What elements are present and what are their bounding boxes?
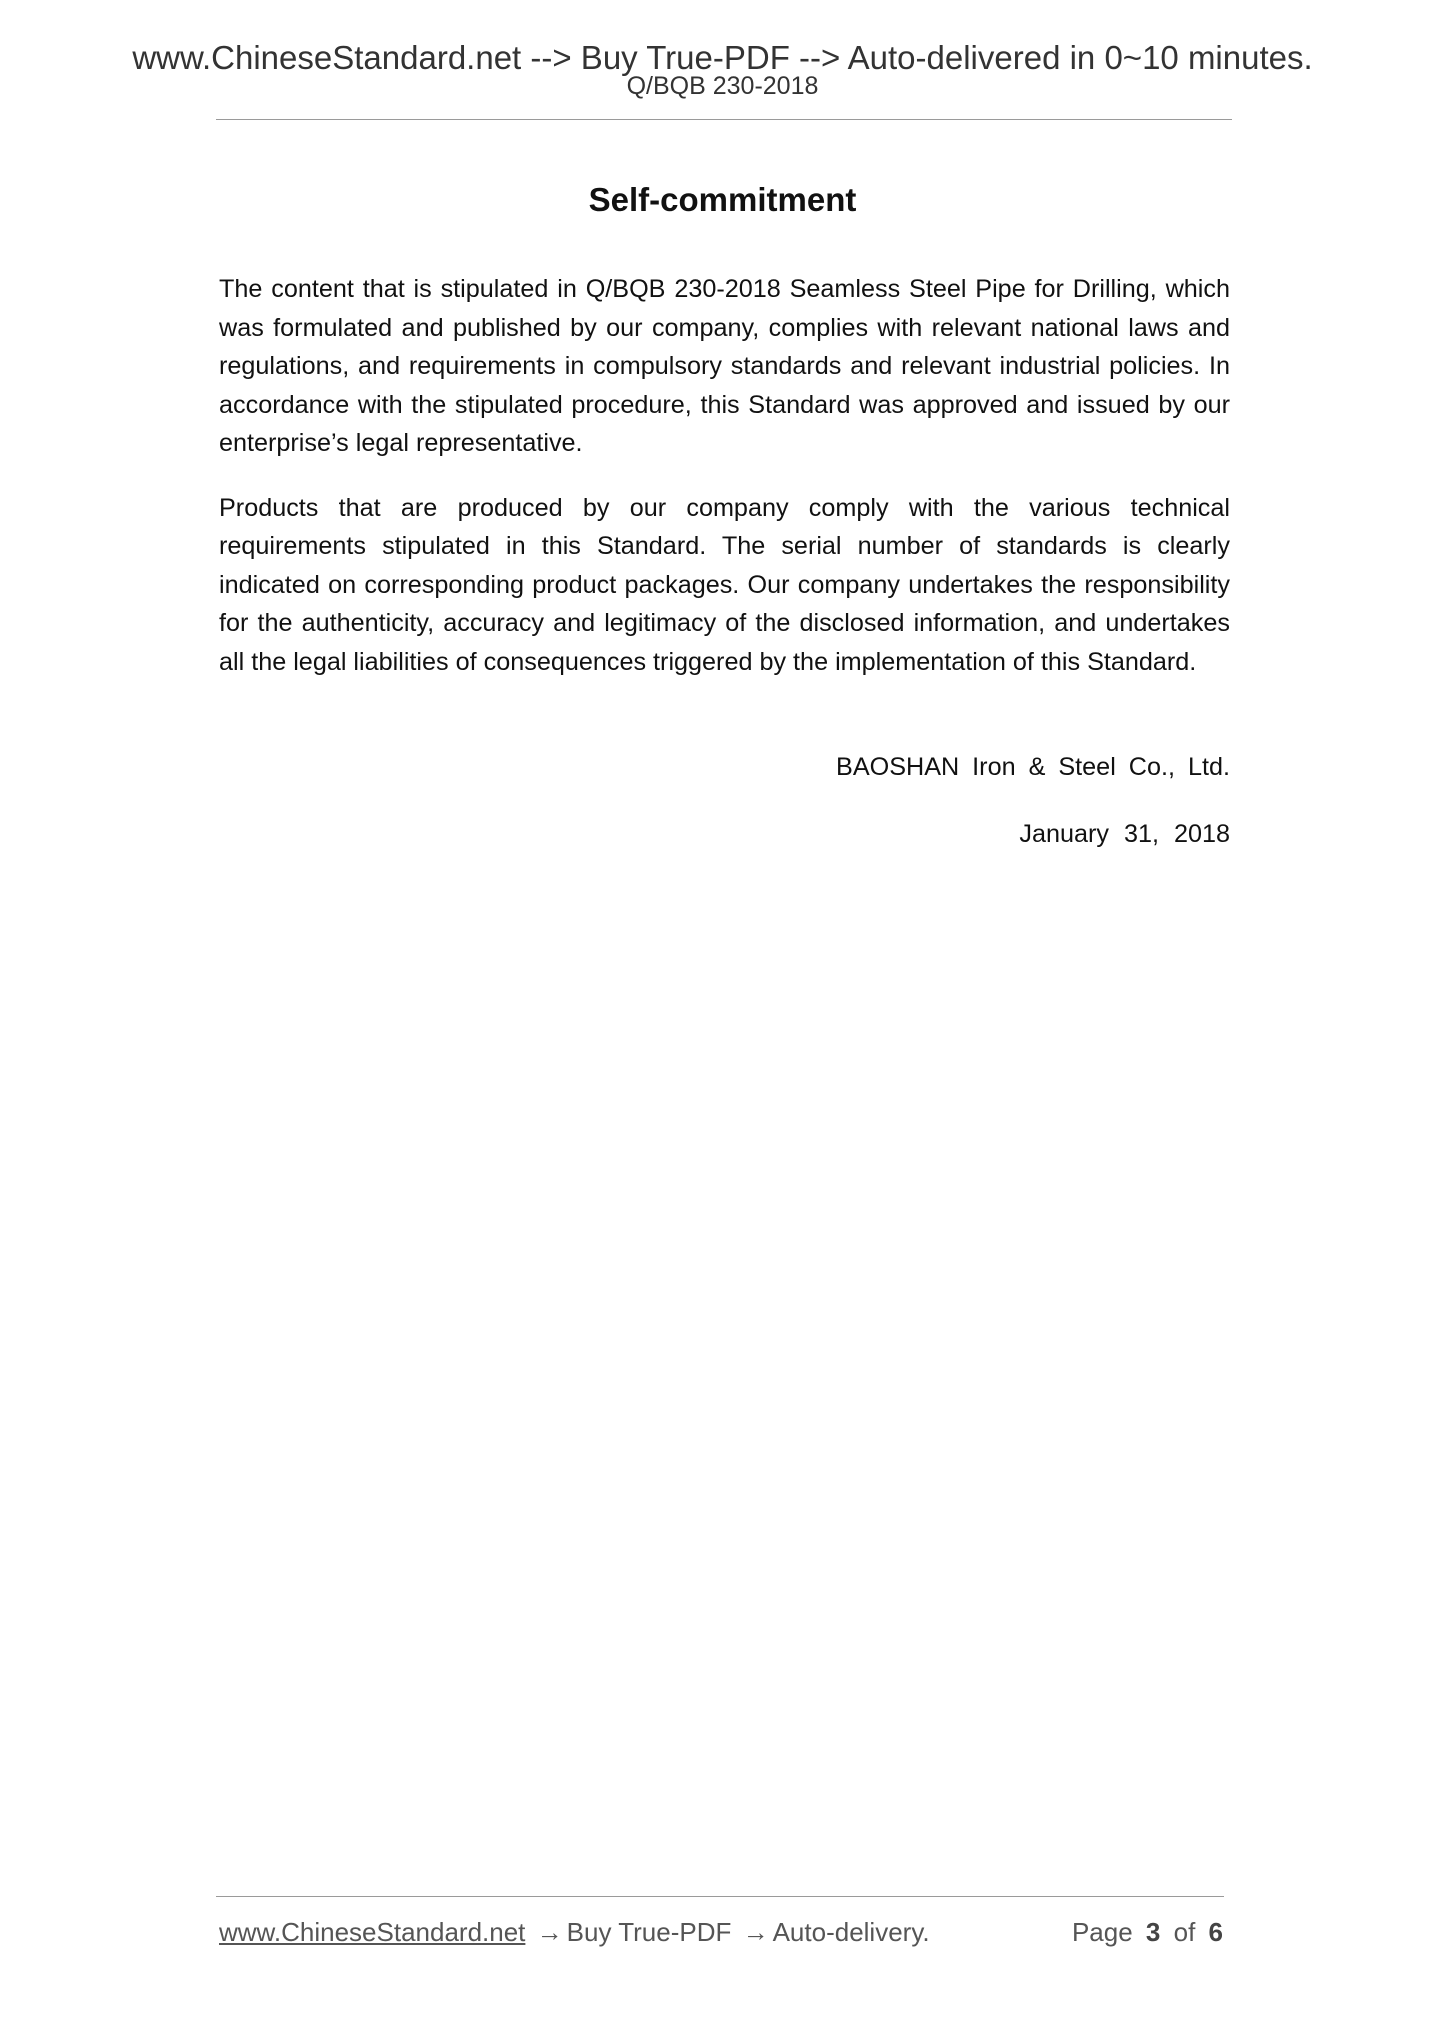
page-of-label: of: [1173, 1917, 1196, 1947]
header-divider: [216, 119, 1232, 120]
signature-date: January 31, 2018: [1019, 820, 1230, 848]
arrow-right-icon: →: [536, 1917, 563, 1947]
page-current: 3: [1145, 1917, 1161, 1947]
body-text: [219, 270, 1230, 707]
footer-buy-text: Buy True-PDF: [566, 1917, 732, 1947]
footer-site-link[interactable]: www.ChineseStandard.net: [219, 1917, 526, 1947]
footer-promo: [219, 1916, 930, 1948]
page-indicator: [1072, 1916, 1223, 1948]
footer-divider: [216, 1896, 1224, 1897]
footer-delivery-text: Auto-delivery.: [772, 1917, 930, 1947]
page-total: 6: [1208, 1917, 1223, 1947]
header-doc-code: Q/BQB 230-2018: [626, 72, 819, 100]
page-label: Page: [1071, 1917, 1133, 1947]
arrow-right-icon: →: [742, 1917, 769, 1947]
paragraph-1: The content that is stipulated in Q/BQB 230-2018 Seamless Steel Pipe for Drilling, which was formulated and published by our company, complies with relevant national laws and regulations, and requirements in compulsory standards and relevant industrial policies. In accordance with the stipulated procedure, this Standard was approved and issued by our enterprise’s legal representative.: [219, 275, 1230, 457]
paragraph-2: Products that are produced by our company comply with the various technical requirements stipulated in this Standard. The serial number of standards is clearly indicated on corresponding product packages. Our company undertakes the responsibility for the authenticity, accuracy and legitimacy of the disclosed information, and undertakes all the legal liabilities of consequences triggered by the implementation of this Standard.: [219, 493, 1230, 676]
page-title: Self-commitment: [588, 181, 857, 218]
top-banner: www.ChineseStandard.net --> Buy True-PDF --> Auto-delivered in 0~10 minutes.: [132, 39, 1313, 76]
signature-company: BAOSHAN Iron & Steel Co., Ltd.: [836, 753, 1230, 781]
